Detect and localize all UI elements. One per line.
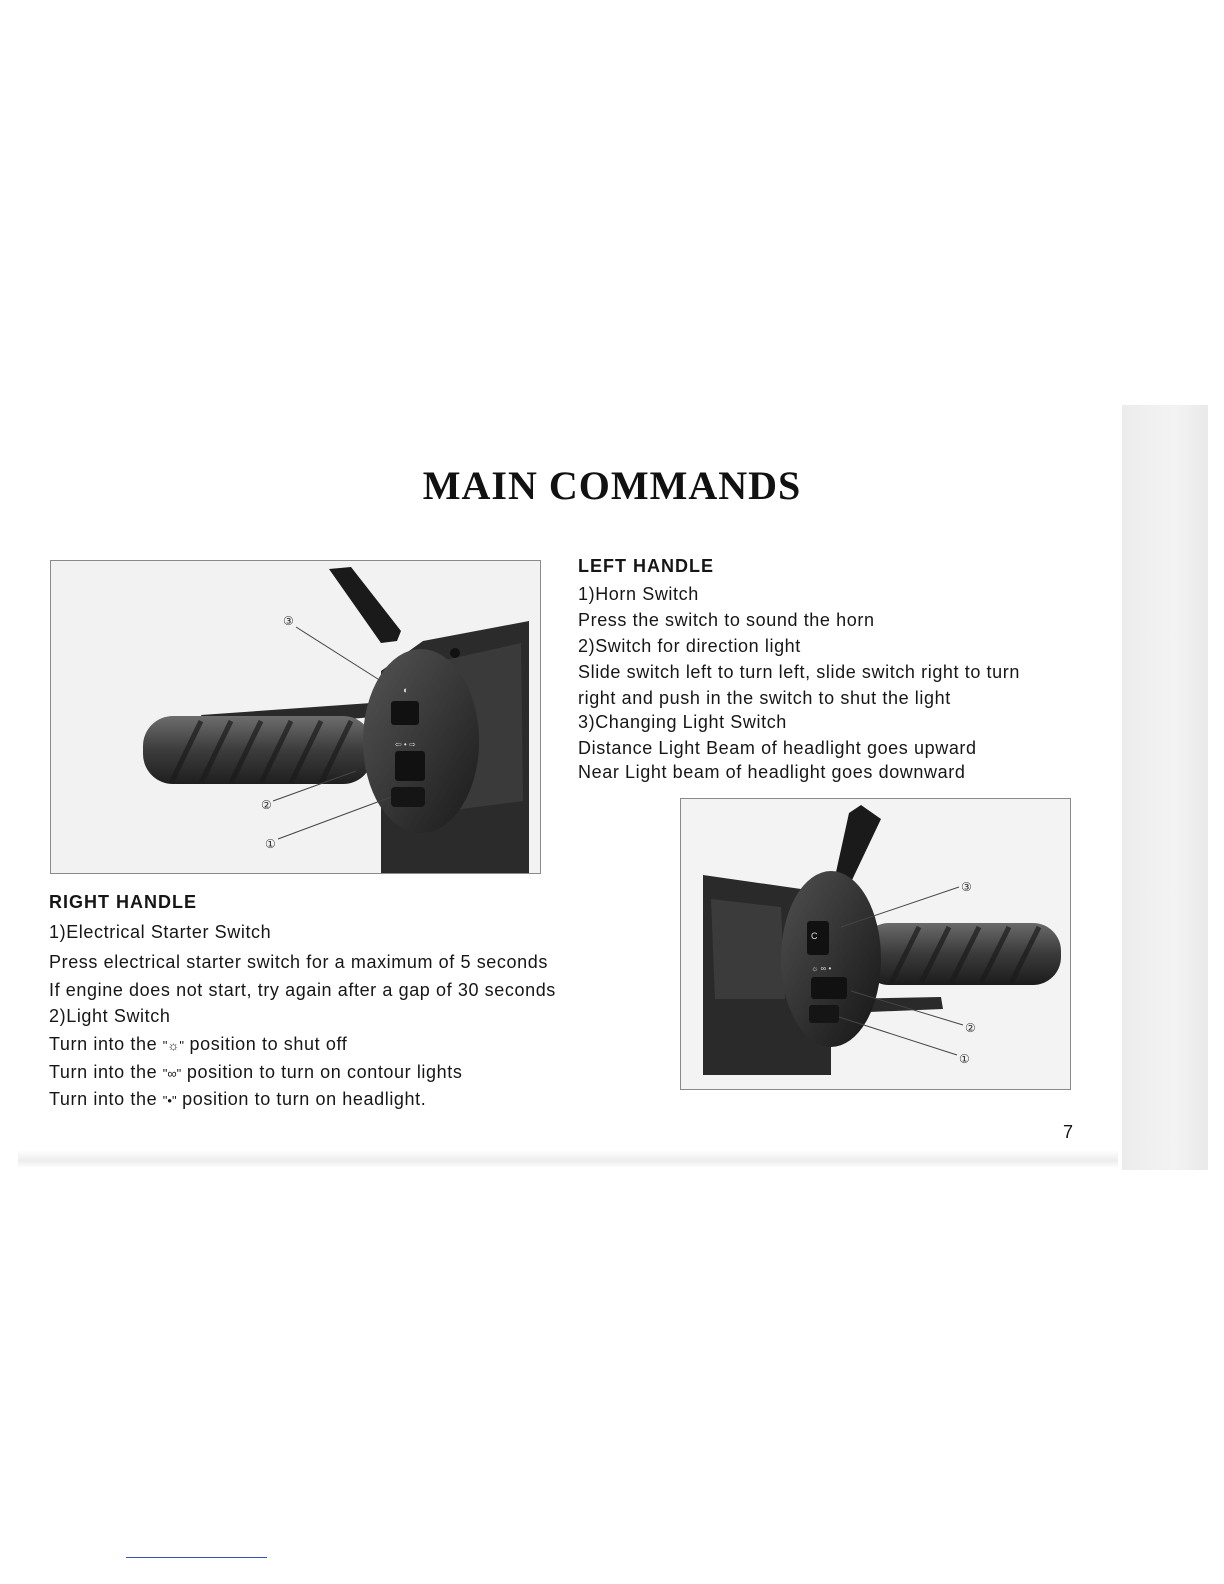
- right-handle-line: 1)Electrical Starter Switch: [49, 922, 272, 942]
- light-position-contour: [49, 1062, 462, 1083]
- sun-icon: "☼": [162, 1038, 184, 1053]
- svg-text:C: C: [811, 931, 818, 941]
- light-position-suffix: position to turn on contour lights: [181, 1062, 463, 1082]
- left-handle-line: 2)Switch for direction light: [578, 636, 801, 656]
- left-handle-illustration: [681, 799, 1070, 1089]
- callout-1: ①: [959, 1052, 970, 1066]
- svg-text:⇦ • ⇨: ⇦ • ⇨: [395, 740, 416, 749]
- svg-text:◐: ◐: [403, 685, 409, 695]
- light-position-prefix: Turn into the: [49, 1062, 163, 1082]
- light-position-suffix: position to shut off: [183, 1034, 348, 1054]
- page-number: 7: [1063, 1122, 1074, 1142]
- right-handle-heading: RIGHT HANDLE: [49, 892, 197, 912]
- callout-1: ①: [265, 837, 276, 851]
- callout-3: ③: [283, 614, 294, 628]
- light-position-prefix: Turn into the: [49, 1089, 163, 1109]
- contour-light-icon: "∞": [162, 1066, 182, 1081]
- left-handle-line: 1)Horn Switch: [578, 584, 699, 604]
- left-handle-heading: LEFT HANDLE: [578, 556, 714, 576]
- left-handle-line: Press the switch to sound the horn: [578, 610, 875, 630]
- callout-3: ③: [961, 880, 972, 894]
- left-handle-line: Distance Light Beam of headlight goes upward: [578, 738, 977, 758]
- svg-text:☼ ∞ •: ☼ ∞ •: [811, 964, 832, 973]
- right-handle-photo: [50, 560, 541, 874]
- left-handle-line: Slide switch left to turn left, slide switch right to turn: [578, 662, 1020, 682]
- right-handle-line: If engine does not start, try again after a gap of 30 seconds: [49, 980, 556, 1000]
- left-handle-photo: [680, 798, 1071, 1090]
- left-handle-line: Near Light beam of headlight goes downward: [578, 762, 966, 782]
- right-handle-illustration: [51, 561, 540, 873]
- left-handle-line: 3)Changing Light Switch: [578, 712, 787, 732]
- light-position-off: [49, 1034, 347, 1055]
- right-handle-line: Press electrical starter switch for a maximum of 5 seconds: [49, 952, 548, 972]
- light-position-suffix: position to turn on headlight.: [176, 1089, 427, 1109]
- page-edge-shadow: [1122, 405, 1208, 1170]
- callout-2: ②: [261, 798, 272, 812]
- light-position-headlight: [49, 1089, 426, 1110]
- footer-link-underline[interactable]: [126, 1557, 267, 1558]
- page-bottom-shadow: [18, 1150, 1118, 1168]
- page-title: MAIN COMMANDS: [422, 463, 802, 508]
- headlight-icon: "•": [162, 1093, 177, 1108]
- right-handle-line: 2)Light Switch: [49, 1006, 171, 1026]
- left-handle-line: right and push in the switch to shut the light: [578, 688, 951, 708]
- callout-2: ②: [965, 1021, 976, 1035]
- light-position-prefix: Turn into the: [49, 1034, 163, 1054]
